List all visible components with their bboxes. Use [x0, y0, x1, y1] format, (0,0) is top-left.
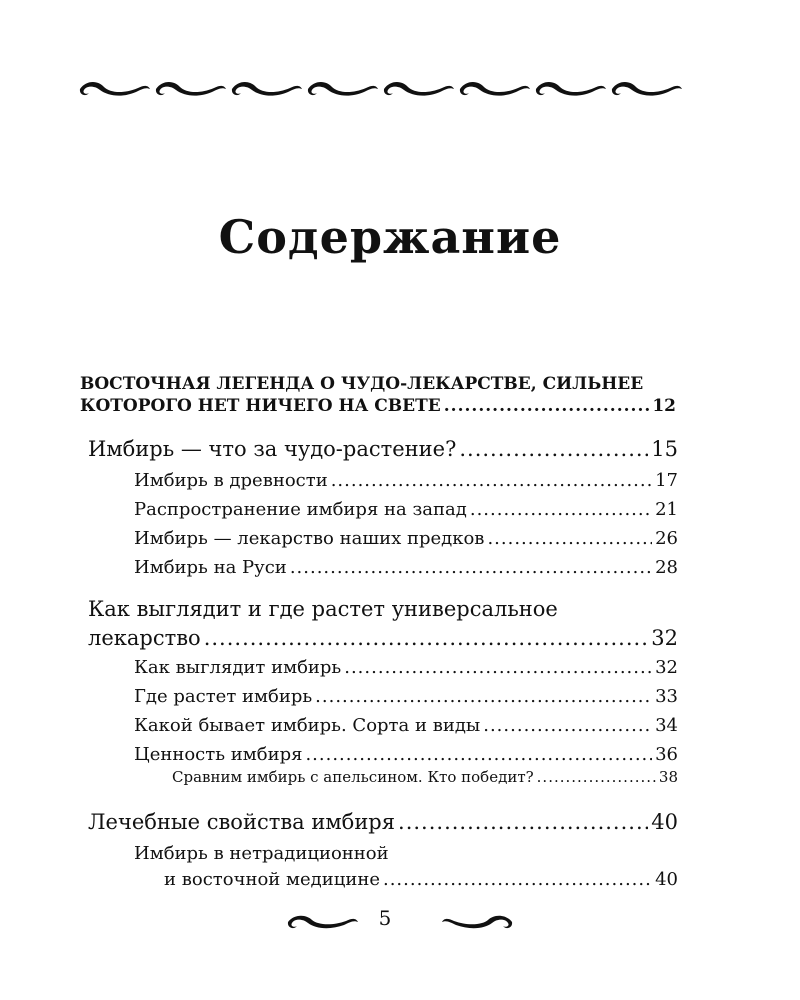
toc-page-number: 40: [655, 869, 678, 890]
dot-leader: [204, 626, 649, 650]
toc-entry-title: Сравним имбирь с апельсином. Кто победит?: [172, 768, 534, 786]
header-ornament: [78, 76, 692, 102]
toc-entry-title: Имбирь — что за чудо-растение?: [88, 437, 457, 461]
toc-page-number: 21: [655, 499, 678, 520]
toc-entry-section-1-1[interactable]: [134, 470, 678, 491]
toc-page-number: 32: [651, 626, 678, 650]
dot-leader: [483, 715, 652, 736]
toc-page-number: 33: [655, 686, 678, 707]
dot-leader: [383, 869, 652, 890]
toc-entry-title: лекарство: [88, 626, 201, 650]
page-number: 5: [378, 906, 392, 930]
toc-page-number: 34: [655, 715, 678, 736]
toc-entry-section-2-4[interactable]: [134, 744, 678, 765]
dot-leader: [459, 437, 648, 461]
toc-page-number: 26: [655, 528, 678, 549]
dot-leader: [305, 744, 652, 765]
toc-page-number: 38: [658, 768, 678, 786]
page-title: Содержание: [218, 210, 562, 264]
toc-entry-section-2-1[interactable]: [134, 657, 678, 678]
toc-entry-section-3-1[interactable]: [164, 869, 678, 890]
toc-page-number: 15: [651, 437, 678, 461]
toc-page-number: 40: [651, 810, 678, 834]
toc-entry-section-2-line1[interactable]: Как выглядит и где растет универсальное: [88, 597, 558, 621]
dot-leader: [315, 686, 652, 707]
toc-entry-title: Распространение имбиря на запад: [134, 499, 467, 520]
toc-page-number: 36: [655, 744, 678, 765]
toc-entry-title: Какой бывает имбирь. Сорта и виды: [134, 715, 481, 736]
toc-entry-title: КОТОРОГО НЕТ НИЧЕГО НА СВЕТЕ: [80, 396, 441, 416]
toc-entry-section-1-4[interactable]: [134, 557, 678, 578]
toc-page-number: 32: [655, 657, 678, 678]
dot-leader: [470, 499, 652, 520]
toc-page-number: 17: [655, 470, 678, 491]
toc-entry-section-2-3[interactable]: [134, 715, 678, 736]
toc-entry-section-3-1-line1[interactable]: Имбирь в нетрадиционной: [134, 843, 389, 864]
toc-entry-section-1[interactable]: [88, 437, 678, 461]
dot-leader: [290, 557, 652, 578]
toc-entry-title: Ценность имбиря: [134, 744, 303, 765]
toc-entry-title: Где растет имбирь: [134, 686, 313, 707]
dot-leader: [344, 657, 652, 678]
toc-entry-legend[interactable]: [80, 396, 676, 416]
dot-leader: [398, 810, 648, 834]
toc-entry-title: Имбирь в древности: [134, 470, 328, 491]
toc-entry-title: Как выглядит имбирь: [134, 657, 342, 678]
dot-leader: [331, 470, 652, 491]
toc-entry-legend-line1[interactable]: ВОСТОЧНАЯ ЛЕГЕНДА О ЧУДО-ЛЕКАРСТВЕ, СИЛЬНЕЕ: [80, 374, 644, 394]
toc-page-number: 28: [655, 557, 678, 578]
toc-entry-title: Лечебные свойства имбиря: [88, 810, 396, 834]
toc-entry-section-3[interactable]: [88, 810, 678, 834]
toc-entry-title: Имбирь на Руси: [134, 557, 287, 578]
toc-entry-title: Имбирь — лекарство наших предков: [134, 528, 485, 549]
toc-entry-section-1-2[interactable]: [134, 499, 678, 520]
toc-page-number: 12: [652, 396, 676, 416]
toc-entry-section-2-2[interactable]: [134, 686, 678, 707]
toc-entry-title: и восточной медицине: [164, 869, 380, 890]
toc-entry-section-2-4-1[interactable]: [172, 768, 678, 786]
dot-leader: [487, 528, 652, 549]
toc-entry-section-1-3[interactable]: [134, 528, 678, 549]
toc-entry-section-2[interactable]: [88, 626, 678, 650]
dot-leader: [537, 768, 656, 786]
dot-leader: [444, 396, 650, 416]
